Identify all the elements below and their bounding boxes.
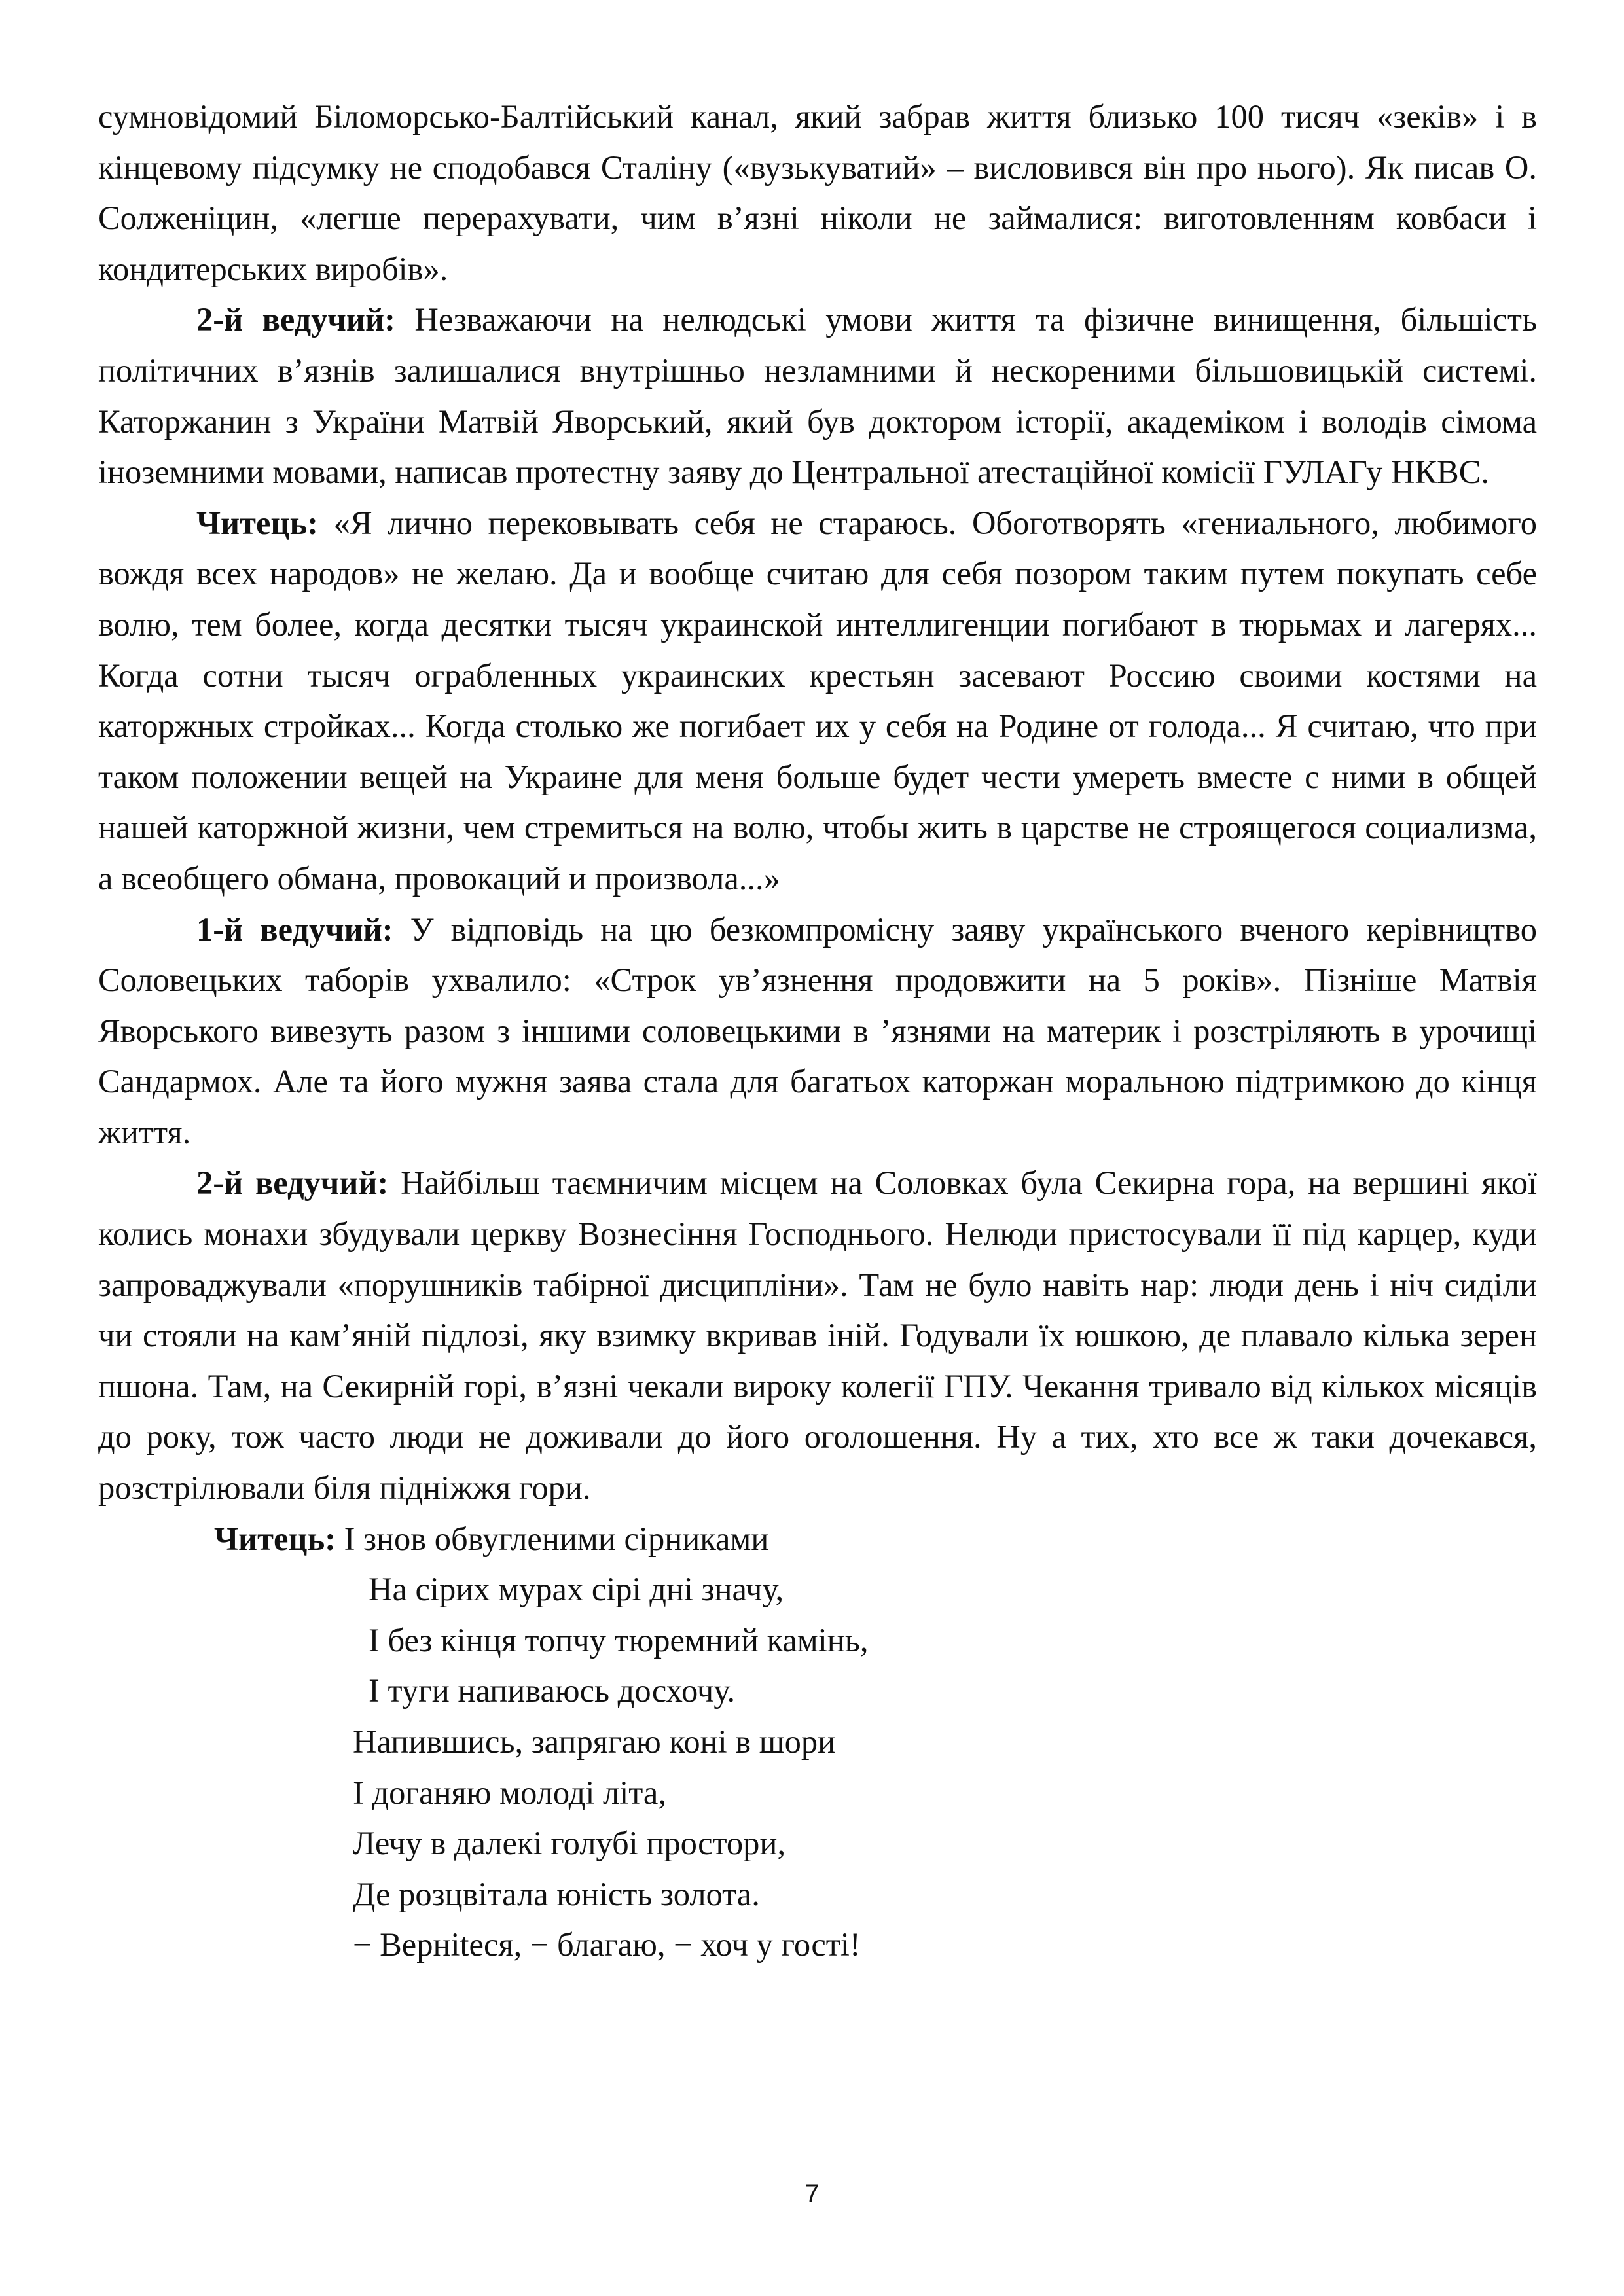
paragraph-4 <box>98 905 1537 1158</box>
paragraph-text: сумновідомий Біломорсько-Балтійський канал, який забрав життя близько 100 тисяч «зеків» і в кінцевому підсумку не сподобався Сталіну («вузькуватий» – висловився він про нього). Як писав О. Солженіцин, «легше перерахувати, чим в’язні ніколи не займалися: виготовленням ковбаси і кондитерських виробів». <box>98 98 1537 287</box>
poem-line: І без кінця топчу тюремний камінь, <box>369 1621 869 1659</box>
poem <box>98 1514 1537 1971</box>
speaker-label: 1-й ведучий: <box>196 910 393 948</box>
poem-line: Напившись, запрягаю коні в шори <box>353 1723 836 1760</box>
speaker-label: Читець: <box>214 1520 336 1557</box>
page-number: 7 <box>804 2179 820 2208</box>
poem-line: І доганяю молоді літа, <box>353 1774 666 1811</box>
poem-line: Де розцвітала юність золота. <box>353 1875 760 1912</box>
speaker-label: 2-й ведучий: <box>196 1164 389 1202</box>
poem-line: І туги напиваюсь досхочу. <box>369 1672 736 1710</box>
paragraph-5 <box>98 1158 1537 1513</box>
poem-first-line <box>98 1514 1537 1565</box>
paragraph-text: У відповідь на цю безкомпромісну заяву українського вченого керівництво Соловецьких таборів ухвалило: «Строк ув’язнення продовжити на 5 років». Пізніше Матвія Яворського вивезуть разом з іншими соловецькими в ’язнями на материк і розстріляють в урочищі Сандармох. Але та його мужня заява стала для багатьох каторжан моральною підтримкою до кінця життя. <box>98 910 1537 1151</box>
speaker-label: 2-й ведучий: <box>196 301 395 338</box>
paragraph-2 <box>98 295 1537 497</box>
document-page <box>98 92 1537 1971</box>
poem-line: Лечу в далекі голубі простори, <box>353 1825 786 1862</box>
paragraph-3 <box>98 498 1537 905</box>
speaker-label: Читець: <box>196 504 318 541</box>
paragraph-1 <box>98 92 1537 295</box>
poem-line: І знов обвугленими сірниками <box>344 1520 769 1557</box>
poem-line: − Верніteся, − благаю, − хоч у гості! <box>353 1926 861 1964</box>
paragraph-text: «Я лично перековывать себя не стараюсь. Обоготворять «гениального, любимого вождя всех народов» не желаю. Да и вообще считаю для себя позором таким путем покупать себе волю, тем более, когда десятки тысяч украинской интеллигенции погибают в тюрьмах и лагерях... Когда сотни тысяч ограбленных украинских крестьян засевают Россию своими костями на каторжных стройках... Когда столько же погибает их у себя на Родине от голода... Я считаю, что при таком положении вещей на Украине для меня больше будет чести умереть вместе с ними в общей нашей каторжной жизни, чем стремиться на волю, чтобы жить в царстве не строящегося социализма, а всеобщего обмана, провокаций и произвола...» <box>98 504 1537 897</box>
paragraph-text: Незважаючи на нелюдські умови життя та фізичне винищення, більшість політичних в’язнів залишалися внутрішньо незламними й нескореними більшовицькій системі. Каторжанин з України Матвій Яворський, який був доктором історії, академіком і володів сімома іноземними мовами, написав протестну заяву до Центральної атестаційної комісії ГУЛАГу НКВС. <box>98 301 1537 491</box>
poem-line: На сірих мурах сірі дні значу, <box>369 1571 784 1608</box>
paragraph-text: Найбільш таємничим місцем на Соловках була Секирна гора, на вершині якої колись монахи збудували церкву Вознесіння Господнього. Нелюди пристосували її під карцер, куди запроваджували «порушників табірної дисципліни». Там не було навіть нар: люди день і ніч сиділи чи стояли на кам’яній підлозі, яку взимку вкривав іній. Годували їх юшкою, де плавало кілька зерен пшона. Там, на Секирній горі, в’язні чекали вироку колегії ГПУ. Чекання тривало від кількох місяців до року, тож часто люди не доживали до його оголошення. Ну а тих, хто все ж таки дочекався, розстрілювали біля підніжжя гори. <box>98 1164 1537 1507</box>
